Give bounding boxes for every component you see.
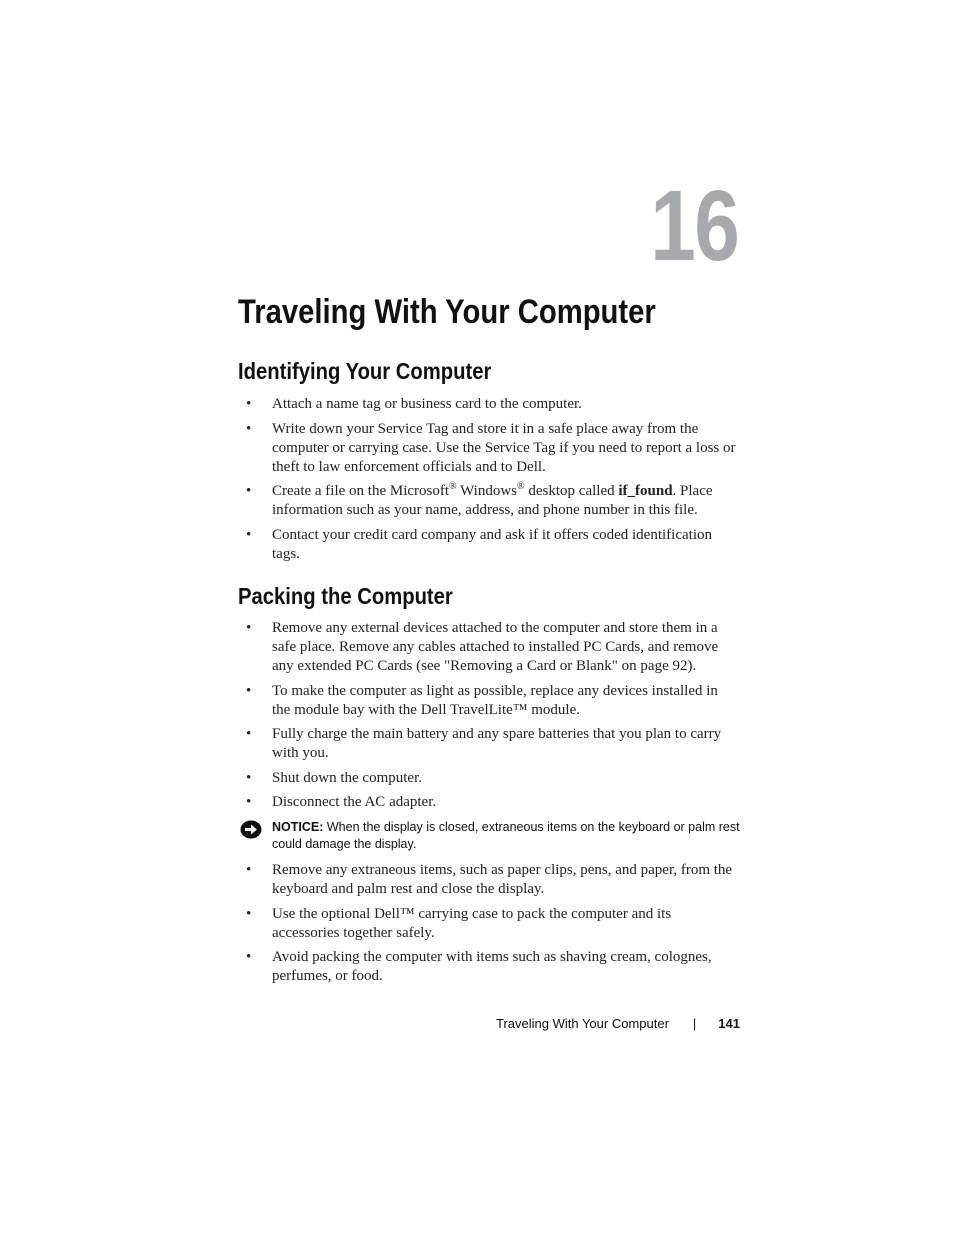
list-item [238,725,738,763]
list-item-text: Avoid packing the computer with items such as shaving cream, colognes, perfumes, or food. [272,949,712,984]
packing-list [238,619,738,818]
list-item-text: Shut down the computer. [272,769,422,786]
bullet-icon: • [246,682,252,699]
page-number: 141 [718,1016,740,1031]
list-item-text [272,483,713,518]
section-heading-packing: Packing the Computer [238,583,453,609]
list-item-text: To make the computer as light as possible, replace any devices installed in the module bay with the Dell TravelLite™ module. [272,682,718,718]
bullet-icon: • [246,526,252,543]
text-run: . Place information such as your name, address, and phone number in this file. [272,483,713,518]
list-item-text: Attach a name tag or business card to the computer. [272,396,582,412]
list-item [238,395,738,414]
notice-label: NOTICE: [272,820,324,834]
list-item [238,948,738,986]
section-heading-identifying: Identifying Your Computer [238,358,492,384]
bullet-icon: • [246,726,252,742]
bullet-icon: • [246,794,252,810]
text-run: Windows [456,483,518,499]
list-item [238,769,738,788]
list-item-text: Write down your Service Tag and store it in a safe place away from the computer or carrying case. Use the Service Tag if you need to report a loss or theft to law enforcement officials and to Dell. [272,420,736,475]
notice-arrow-icon [240,820,262,839]
list-item [238,526,738,564]
list-item-text: Contact your credit card company and ask if it offers coded identification tags. [272,526,712,562]
identifying-list [238,395,738,569]
list-item-text: Fully charge the main battery and any spare batteries that you plan to carry with you. [272,726,722,761]
notice-callout [240,819,740,853]
list-item [238,682,738,720]
bullet-icon: • [246,483,252,499]
notice-text [272,819,740,853]
list-item-text: Remove any external devices attached to the computer and store them in a safe place. Remove any cables attached to installed PC Cards, and remove any extended PC Cards (see "Removing a Card or Blank" on page 92). [272,620,719,674]
chapter-title: Traveling With Your Computer [238,293,656,331]
list-item [238,905,738,943]
bullet-icon: • [246,396,252,412]
list-item [238,861,738,899]
list-item [238,619,738,676]
chapter-number: 16 [650,170,738,282]
list-item-text: Use the optional Dell™ carrying case to pack the computer and its accessories together safely. [272,905,672,941]
filename-text: if_found [618,483,673,499]
text-run: desktop called [524,483,619,499]
bullet-icon: • [246,769,252,786]
list-item-text: Disconnect the AC adapter. [272,794,437,810]
registered-mark: ® [449,481,457,492]
bullet-icon: • [246,420,252,437]
bullet-icon: • [246,905,252,922]
bullet-icon: • [246,862,252,878]
list-item [238,793,738,812]
packing-list-continued [238,861,738,992]
page-footer [496,1015,740,1033]
footer-separator: | [692,1016,697,1031]
bullet-icon: • [246,620,252,636]
notice-body: When the display is closed, extraneous items on the keyboard or palm rest could damage the display. [272,820,740,851]
text-run: Create a file on the Microsoft [272,483,450,499]
list-item [238,420,738,477]
list-item [238,482,738,520]
bullet-icon: • [246,949,252,965]
registered-mark: ® [517,481,525,492]
footer-title: Traveling With Your Computer [495,1016,669,1031]
list-item-text: Remove any extraneous items, such as paper clips, pens, and paper, from the keyboard and palm rest and close the display. [272,862,733,897]
